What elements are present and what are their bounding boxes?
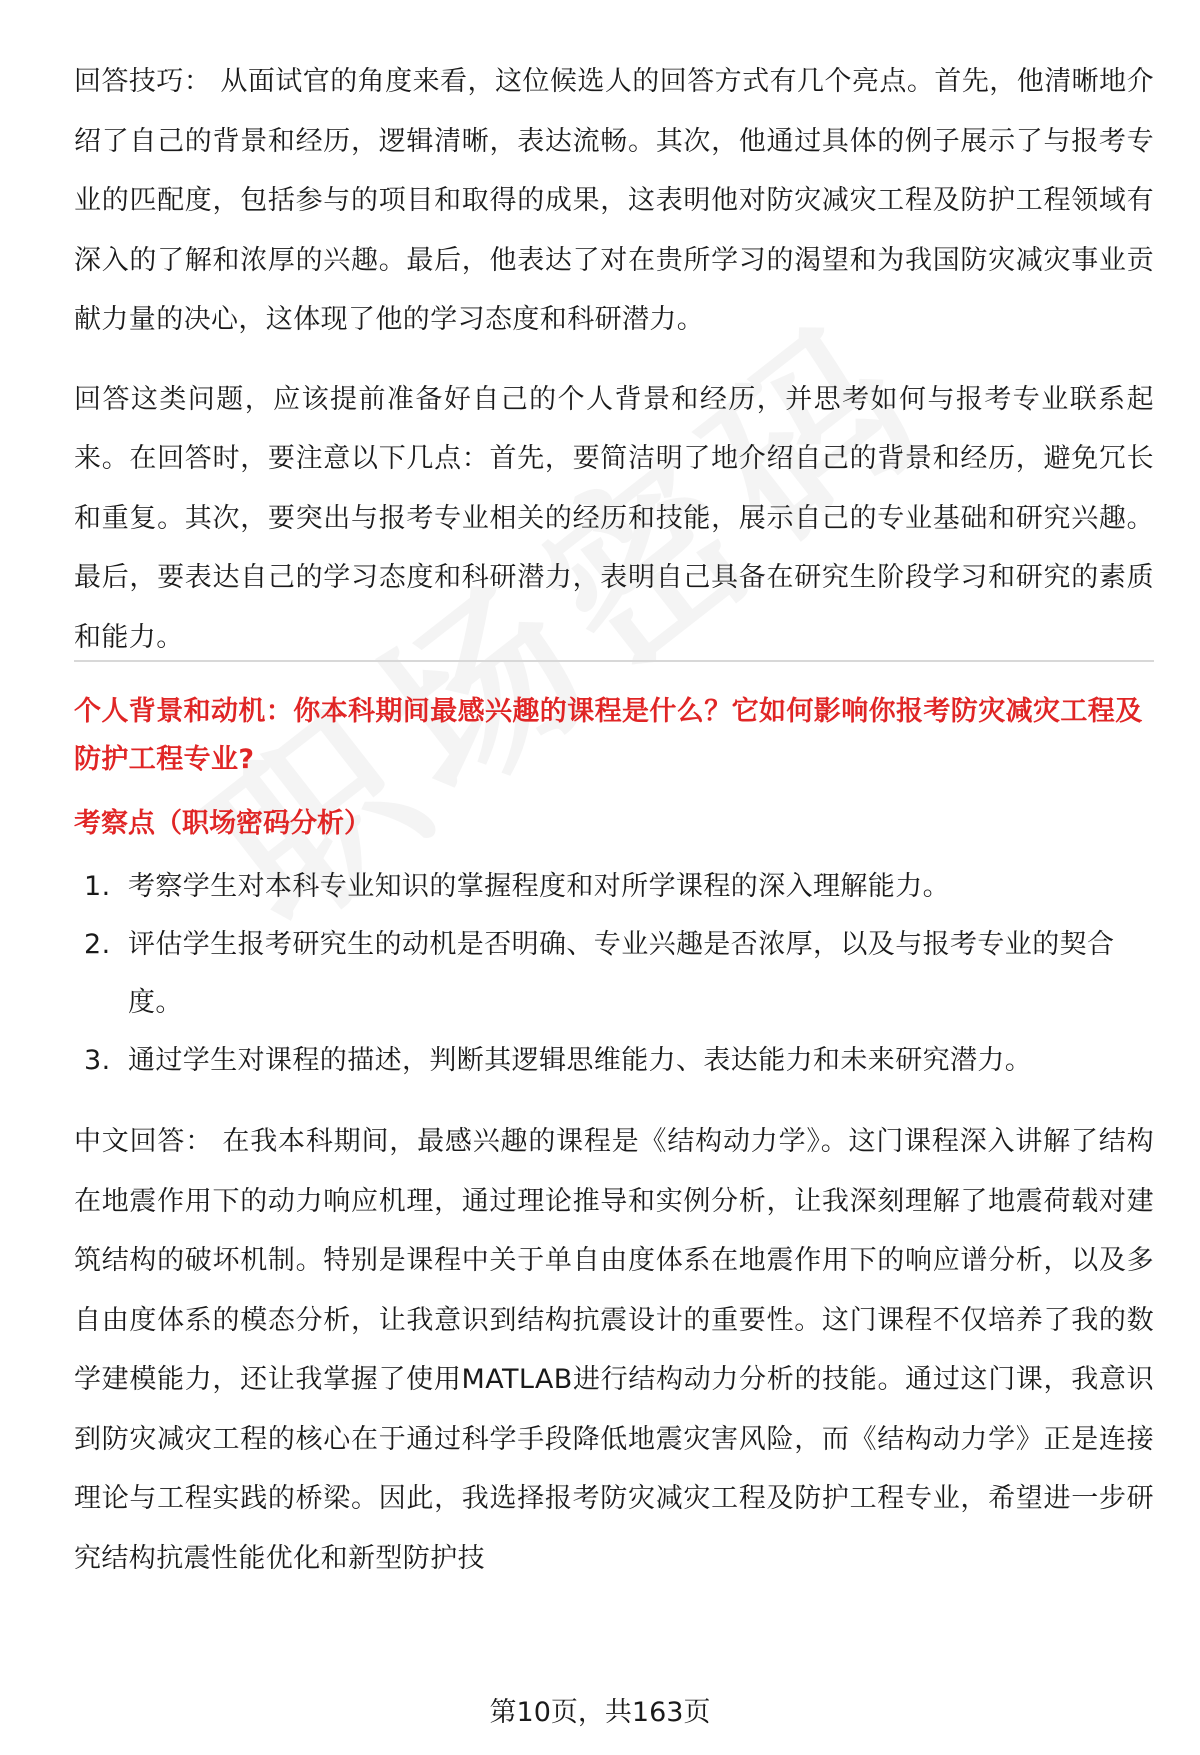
chinese-answer-paragraph: 中文回答： 在我本科期间，最感兴趣的课程是《结构动力学》。这门课程深入讲解了结构在地震作用下的动力响应机理，通过理论推导和实例分析，让我深刻理解了地震荷载对建筑结构的破坏机制。特别是课程中关于单自由度体系在地震作用下的响应谱分析，以及多自由度体系的模态分析，让我意识到结构抗震设计的重要性。这门课程不仅培养了我的数学建模能力，还让我掌握了使用MATLAB进行结构动力分析的技能。通过这门课，我意识到防灾减灾工程的核心在于通过科学手段降低地震灾害风险，而《结构动力学》正是连接理论与工程实践的桥梁。因此，我选择报考防灾减灾工程及防护工程专业，希望进一步研究结构抗震性能优化和新型防护技 bbox=[74, 1126, 1154, 1574]
focus-point-item bbox=[74, 858, 1154, 916]
answer-tips-paragraph: 回答技巧： 从面试官的角度来看，这位候选人的回答方式有几个亮点。首先，他清晰地介绍了自己的背景和经历，逻辑清晰，表达流畅。其次，他通过具体的例子展示了与报考专业的匹配度，包括参与的项目和取得的成果，这表明他对防灾减灾工程及防护工程领域有深入的了解和浓厚的兴趣。最后，他表达了对在贵所学习的渴望和为我国防灾减灾事业贡献力量的决心，这体现了他的学习态度和科研潜力。 bbox=[74, 66, 1154, 335]
focus-points-title: 考察点（职场密码分析） bbox=[74, 808, 371, 839]
document-page bbox=[74, 52, 1154, 667]
focus-point-item bbox=[74, 1032, 1154, 1090]
list-number: 1. bbox=[84, 871, 111, 902]
question-section bbox=[74, 688, 1154, 1588]
section-divider bbox=[74, 660, 1154, 662]
focus-point-text: 考察学生对本科专业知识的掌握程度和对所学课程的深入理解能力。 bbox=[128, 871, 950, 902]
list-number: 2. bbox=[84, 929, 111, 960]
focus-points-list bbox=[74, 858, 1154, 1090]
advice-paragraph: 回答这类问题，应该提前准备好自己的个人背景和经历，并思考如何与报考专业联系起来。在回答时，要注意以下几点：首先，要简洁明了地介绍自己的背景和经历，避免冗长和重复。其次，要突出与报考专业相关的经历和技能，展示自己的专业基础和研究兴趣。最后，要表达自己的学习态度和科研潜力，表明自己具备在研究生阶段学习和研究的素质和能力。 bbox=[74, 383, 1154, 653]
focus-point-text: 评估学生报考研究生的动机是否明确、专业兴趣是否浓厚，以及与报考专业的契合度。 bbox=[128, 929, 1115, 1018]
paragraph-gap bbox=[74, 350, 1154, 370]
focus-point-item bbox=[74, 916, 1154, 1032]
focus-point-text: 通过学生对课程的描述，判断其逻辑思维能力、表达能力和未来研究潜力。 bbox=[128, 1045, 1033, 1076]
page-number-footer: 第10页，共163页 bbox=[489, 1697, 711, 1728]
question-title: 个人背景和动机：你本科期间最感兴趣的课程是什么？它如何影响你报考防灾减灾工程及防护工程专业? bbox=[74, 696, 1143, 775]
list-number: 3. bbox=[84, 1045, 111, 1076]
